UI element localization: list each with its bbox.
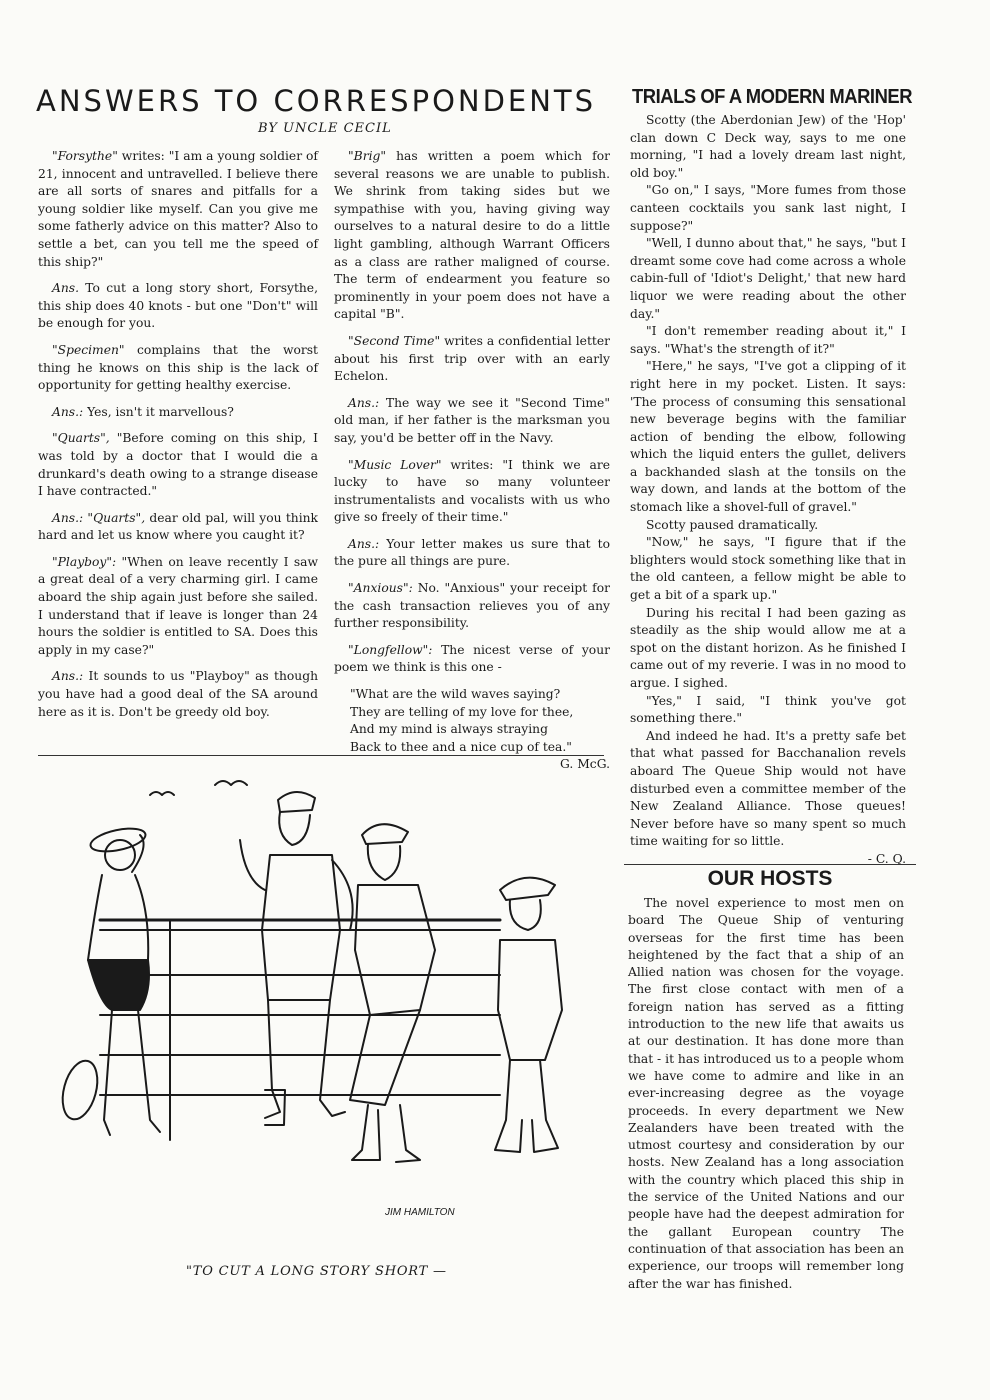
- ship-rail: [100, 920, 500, 1140]
- answer-text: dear old pal, will you think hard and let us know where you caught it?: [38, 510, 318, 543]
- answer-lead: Ans.:: [348, 536, 380, 551]
- answer-lead: "Brig": [348, 149, 387, 163]
- trials-paragraph: During his recital I had been gazing as steadily as the ship would allow me at a spot on the distant horizon. As he finished I came out of my reverie. I was in no mood to argue. I sighed.: [630, 605, 906, 690]
- answer-text: has written a poem which for several reasons we are unable to publish. We shrink from taking sides but we sympathise with you, having giving way ourselves to a natural desire to do a little light gambling, although Warrant Officers as a class are rather maligned of course. The term of endearment you feature so prominently in your poem does not have a capital "B".: [334, 149, 610, 322]
- byline: BY UNCLE CECIL: [258, 121, 392, 136]
- answer-lead: Ans.:: [52, 404, 84, 419]
- young-soldier-figure: [495, 878, 562, 1152]
- cartoon-illustration: [40, 760, 610, 1260]
- answer-text: complains that the worst thing he knows on this ship is the lack of opportunity for getting healthy exercise.: [38, 342, 318, 393]
- sergeant-figure: [350, 824, 435, 1162]
- answer-lead: "Music Lover": [348, 457, 442, 472]
- answer-text: To cut a long story short, Forsythe, this ship does 40 knots - but one "Don't" will be enough for you.: [38, 281, 318, 331]
- answer-paragraph: [334, 580, 610, 633]
- answer-lead: Ans.:: [348, 395, 380, 410]
- answer-lead: "Longfellow":: [348, 642, 433, 657]
- answer-lead: "Playboy":: [52, 554, 117, 569]
- answer-text: "When on leave recently I saw a great deal of a very charming girl. I came aboard the ship again just before she sailed. I understand that if leave is longer than 24 hours the soldier is entitled to SA. Does this apply in my case?": [38, 554, 318, 657]
- hosts-title: OUR HOSTS: [707, 867, 833, 890]
- trials-paragraph: "Well, I dunno about that," he says, "but I dreamt some cove had come across a whole cabin-full of 'Idiot's Delight,' that new hard liquor we were reading about the other day.": [630, 236, 906, 321]
- answer-lead: "Anxious":: [348, 581, 413, 596]
- answer-paragraph: [38, 510, 318, 545]
- poem-line: And my mind is always straying: [350, 722, 548, 737]
- poem-line: Back to thee and a nice cup of tea.": [350, 739, 572, 754]
- answer-lead: "Forsythe": [52, 149, 118, 163]
- answer-text: The way we see it "Second Time" old man, if her father is the marksman you say, you'd be better off in the Navy.: [334, 395, 610, 445]
- answer-lead: "Second Time": [348, 333, 441, 348]
- answers-column-1: [38, 148, 318, 730]
- answer-paragraph: [334, 536, 610, 571]
- section-divider: [624, 864, 916, 865]
- answer-paragraph: [334, 333, 610, 386]
- seagulls: [150, 781, 247, 795]
- answer-paragraph: [38, 404, 318, 422]
- trials-signature: - C. Q.: [867, 851, 906, 866]
- answer-paragraph: [38, 668, 318, 721]
- poem-signature: G. McG.: [560, 757, 610, 772]
- answer-paragraph: [334, 148, 610, 324]
- poem-line: "What are the wild waves saying?: [350, 687, 561, 702]
- answer-text: "Before coming on this ship, I was told by a doctor that I would die a drunkard's death owing to a strange disease I have contracted.": [38, 431, 318, 499]
- hosts-body: [628, 895, 904, 1293]
- answer-text: writes: "I am a young soldier of 21, innocent and untravelled. I believe there are all sorts of snares and pitfalls for a young soldier like myself. Can you give me some fatherly advice on this matter? Also to settle a bet, can you tell me the speed of this ship?": [38, 149, 318, 269]
- cartoon-divider: [38, 755, 604, 756]
- answer-paragraph: [38, 280, 318, 333]
- answer-text: The nicest verse of your poem we think is this one -: [334, 642, 610, 675]
- answer-lead: Ans.: [52, 281, 80, 296]
- artist-signature: JIM HAMILTON: [385, 1207, 455, 1218]
- answer-lead: "Quarts",: [52, 431, 110, 446]
- trials-paragraph: "I don't remember reading about it," I says. "What's the strength of it?": [630, 324, 906, 356]
- answer-paragraph: [334, 642, 610, 677]
- trials-paragraph: And indeed he had. It's a pretty safe bet that what passed for Bacchanalion revels aboard The Queue Ship would not have disturbed even a committee member of the New Zealand Alliance. Those queues! Never before have so many spent so much time waiting for so little.: [630, 728, 906, 849]
- page-title: ANSWERS TO CORRESPONDENTS: [36, 84, 597, 118]
- girl-figure: [57, 824, 160, 1135]
- trials-paragraph: "Yes," I said, "I think you've got something there.": [630, 693, 906, 726]
- trials-paragraph: "Go on," I says, "More fumes from those canteen cocktails you sank last night, I suppose?": [630, 183, 906, 233]
- poem-line: They are telling of my love for thee,: [350, 704, 574, 719]
- answer-lead: Ans.: "Quarts",: [52, 510, 146, 525]
- trials-title: TRIALS OF A MODERN MARINER: [632, 86, 913, 108]
- trials-paragraph: "Here," he says, "I've got a clipping of it right here in my pocket. Listen. It says: 'The process of consuming this sensational new beverage begins with the familiar action of bending the elbow, following which the liquid enters the gullet, delivers a backhanded slash at the tonsils on the way down, and lands at the bottom of the stomach like a shovel-full of gravel.": [630, 359, 906, 515]
- answers-column-2: [334, 148, 610, 774]
- answer-text: Yes, isn't it marvellous?: [83, 404, 234, 419]
- trials-paragraph: Scotty paused dramatically.: [646, 517, 819, 532]
- trials-paragraph: Scotty (the Aberdonian Jew) of the 'Hop' clan down C Deck way, says to me one morning, "I had a lovely dream last night, old boy.": [630, 113, 906, 180]
- answer-text: It sounds to us "Playboy" as though you have had a good deal of the SA around here as it is. Don't be greedy old boy.: [38, 669, 318, 719]
- trials-column: [630, 112, 906, 869]
- answer-lead: "Specimen": [52, 342, 125, 357]
- answers-column-2-paragraphs: [334, 148, 610, 677]
- hosts-paragraph: The novel experience to most men on board The Queue Ship of venturing overseas for the first time has been heightened by the fact that a ship of an Allied nation was chosen for the voyage. The first close contact with men of a foreign nation has served as a fitting introduction to the new life that awaits us at our destination. It has done more than that - it has introduced us to a people whom we have come to admire and like in an ever-increasing degree as the voyage proceeds. In every department we New Zealanders have been treated with the utmost courtesy and consideration by our hosts. New Zealand has a long association with the country which placed this ship in the service of the United Nations and our people have had the deepest admiration for the gallant European country The continuation of that association has been an experience, our troops will remember long after the war has finished.: [628, 896, 904, 1291]
- officer-figure: [240, 792, 353, 1125]
- answer-lead: Ans.:: [52, 669, 84, 684]
- answer-text: writes a confidential letter about his first trip over with an early Echelon.: [334, 333, 611, 384]
- answer-paragraph: [334, 395, 610, 448]
- answer-text: No. "Anxious" your receipt for the cash transaction relieves you of any further responsibility.: [334, 581, 610, 631]
- answer-paragraph: [38, 554, 318, 660]
- answer-paragraph: [38, 148, 318, 271]
- answer-paragraph: [334, 457, 610, 527]
- answer-paragraph: [38, 430, 318, 500]
- answer-text: writes: "I think we are lucky to have so many volunteer instrumentalists and vocalists with us who give so freely of their time.": [334, 457, 610, 525]
- answer-text: Your letter makes us sure that to the pure all things are pure.: [334, 536, 610, 569]
- cartoon-caption: "TO CUT A LONG STORY SHORT —: [186, 1264, 447, 1279]
- answer-paragraph: [38, 342, 318, 395]
- trials-paragraph: "Now," he says, "I figure that if the blighters would stock something like that in the old canteen, a fellow might be able to get a bit of a spark up.": [630, 535, 906, 603]
